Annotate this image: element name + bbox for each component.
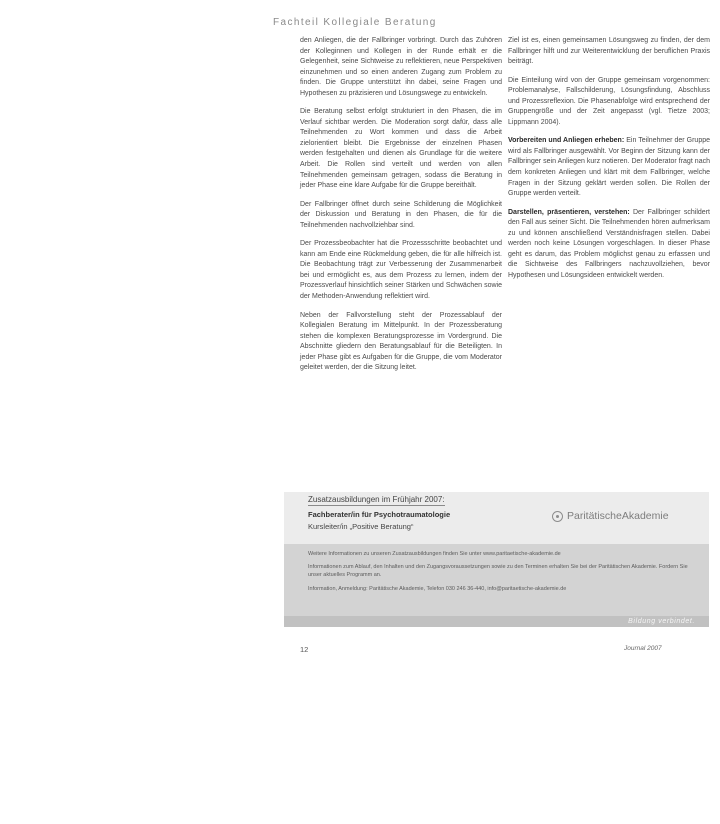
right-column [508, 36, 710, 289]
paragraph [508, 136, 710, 199]
paragraph: Der Fallbringer öffnet durch seine Schilderung die Möglichkeit der Diskussion und Beratung in den Phasen, die für die Teilnehmenden nachvollziehbar sind. [300, 200, 502, 229]
ad-footer-band [284, 616, 709, 627]
advertisement-box [284, 492, 709, 627]
paragraph: Ziel ist es, einen gemeinsamen Lösungsweg zu finden, der dem Fallbringer hilft und zur Weiterentwicklung der beruflichen Praxis beiträgt. [508, 37, 710, 66]
paragraph: Neben der Fallvorstellung steht der Prozessablauf der Kollegialen Beratung im Mittelpunkt. In der Prozessberatung stehen die komplexen Beratungsprozesse im Vordergrund. Die Abschnitte gliedern den Beratungsablauf für die Beteiligten. In jeder Phase gibt es Aufgaben für die Gruppe, die vom Moderator geleitet werden, der die Sitzung leitet. [300, 311, 502, 372]
section-lead: Vorbereiten und Anliegen erheben: [508, 137, 625, 145]
ad-header-panel [284, 492, 709, 544]
paragraph: Der Prozessbeobachter hat die Prozessschritte beobachtet und kann am Ende eine Rückmeldung geben, die für alle hilfreich ist. Die Beobachtung trägt zur Verbesserung der Zusammenarbeit bei und ermöglicht es, aus dem Prozess zu lernen, indem der Prozessverlauf hinsichtlich seiner Stärken und Schwächen sowie der Methoden-Anwendung reflektiert wird. [300, 240, 502, 301]
paragraph: Die Beratung selbst erfolgt strukturiert in den Phasen, die im Verlauf sichtbar werden. Die Moderation sorgt dafür, dass alle Teilnehmenden zu Wort kommen und dass die Arbeit zielorientiert bleibt. Die Ergebnisse der einzelnen Phasen werden festgehalten und dienen als Grundlage für die weitere Arbeit. Die Rollen sind verteilt und werden von allen Teilnehmenden gemeinsam getragen, sodass die Beratung in jeder Phase eine klare Aufgabe für die Gruppe bereithält. [300, 108, 502, 190]
ad-paragraph: Informationen zum Ablauf, den Inhalten und den Zugangsvoraussetzungen sowie zu den Terminen erhalten Sie bei der Paritätischen Akademie. Fordern Sie unser aktuelles Programm an. [308, 564, 688, 579]
ad-course-subtitle: Kursleiter/in „Positive Beratung“ [308, 522, 414, 531]
ad-slogan: Bildung verbindet. [628, 618, 695, 625]
academy-name: ParitätischeAkademie [567, 510, 669, 522]
paragraph: den Anliegen, die der Fallbringer vorbringt. Durch das Zuhören der Kolleginnen und Kollegen in der Runde erhält er die Gelegenheit, seine Sichtweise zu reflektieren, neue Perspektiven einzunehmen und so einen anderen Zugang zum Problem zu finden. Die Gruppe unterstützt ihn dabei, seine Fragen und Hypothesen zu präzisieren und Lösungswege zu entwickeln. [300, 37, 502, 97]
ad-course-title: Fachberater/in für Psychotraumatologie [308, 510, 451, 519]
academy-logo-icon [552, 511, 563, 522]
ad-paragraph: Weitere Informationen zu unseren Zusatzausbildungen finden Sie unter www.paritaetische-akademie.de [308, 551, 561, 557]
ad-paragraph: Information, Anmeldung: Paritätische Akademie, Telefon 030 246 36-440, info@paritaetische-akademie.de [308, 585, 567, 592]
section-lead: Darstellen, präsentieren, verstehen: [508, 208, 630, 216]
paragraph-text: Ein Teilnehmer der Gruppe wird als Fallbringer ausgewählt. Vor Beginn der Sitzung kann der Fallbringer sein Anliegen kurz notieren. Der Moderator fragt nach dem konkreten Anliegen und klärt mit dem Fallbringer, welche Fragen in der Sitzung geklärt werden sollen. Die Rollen der Gruppe werden verteilt. [508, 137, 711, 198]
paragraph [508, 208, 710, 282]
ad-body [308, 550, 698, 598]
journal-reference: Journal 2007 [624, 645, 662, 652]
paragraph-text: Der Fallbringer schildert den Fall aus seiner Sicht. Die Teilnehmenden hören aufmerksam zu und können anschließend Verständnisfragen stellen. Dabei werden noch keine Lösungen vorgeschlagen. In dieser Phase geht es darum, das Problem möglichst genau zu erfassen und die Sichtweise des Fallbringers nachzuvollziehen, bevor Hypothesen und Lösungsideen entwickelt werden. [508, 208, 710, 279]
ad-tagline: Zusatzausbildungen im Frühjahr 2007: [308, 495, 445, 504]
paragraph: Die Einteilung wird von der Gruppe gemeinsam vorgenommen: Problemanalyse, Fallschilderung, Lösungsfindung, Abschluss und Prozessreflexion. Die Phasenabfolge wird entsprechend der Gruppengröße und der Zeit angepasst (vgl. Tietze 2003; Lippmann 2004). [508, 76, 710, 126]
running-header: Fachteil Kollegiale Beratung [273, 17, 437, 28]
left-column [300, 36, 502, 382]
academy-logo [552, 510, 669, 522]
page-number: 12 [300, 645, 309, 654]
